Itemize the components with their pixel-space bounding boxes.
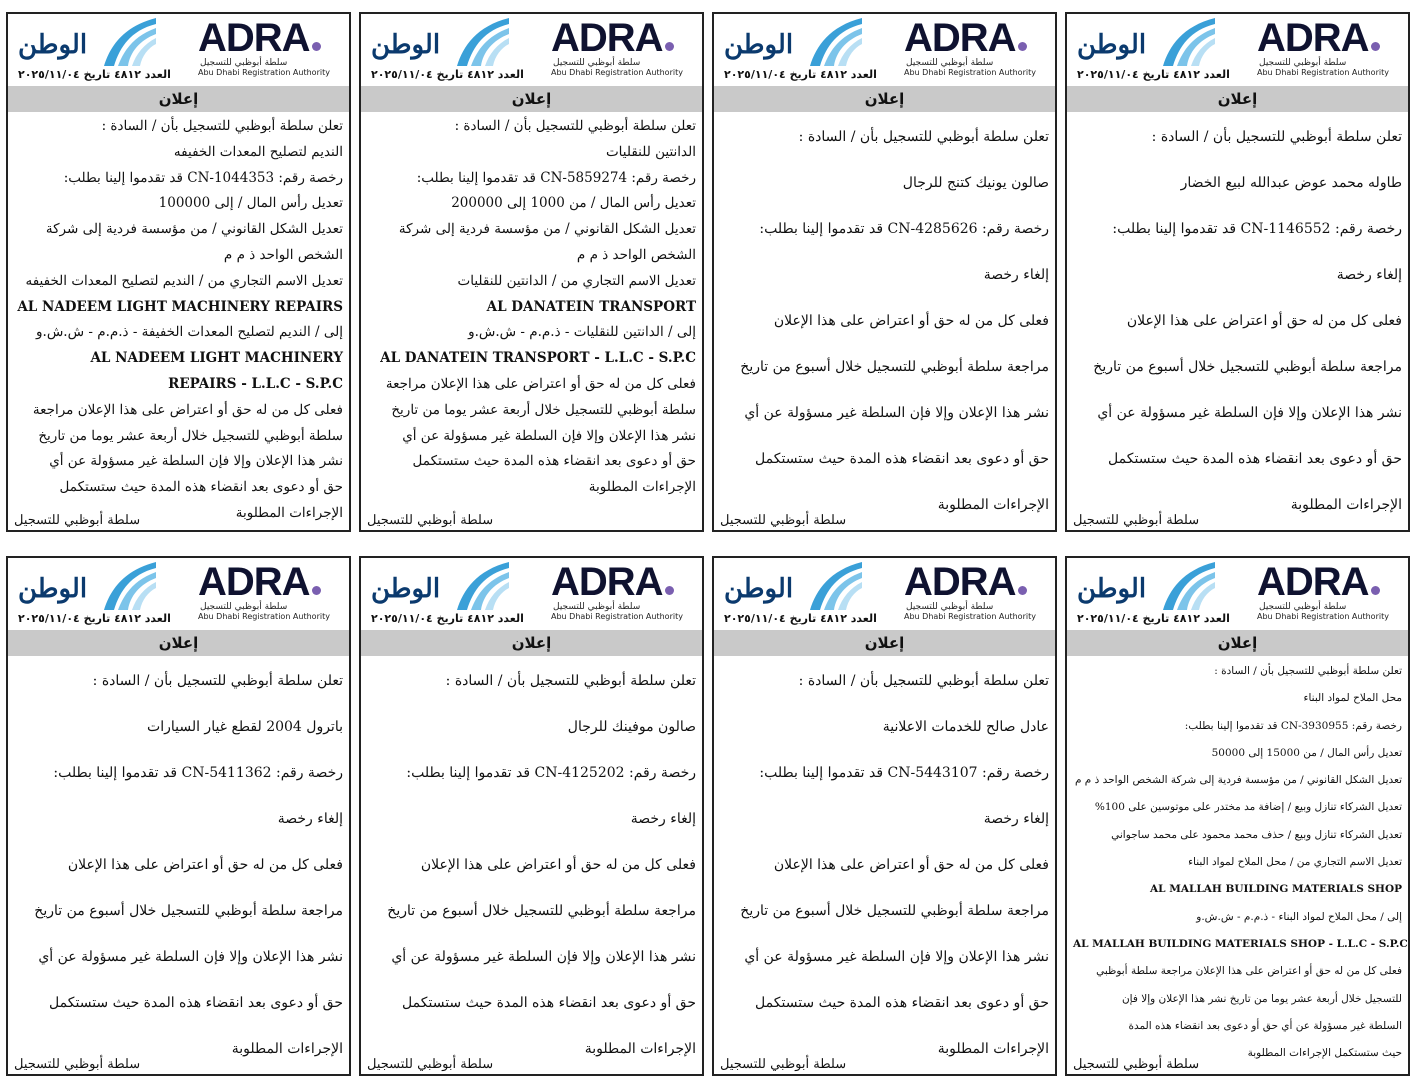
notice-line: سلطة أبوظبي للتسجيل خلال أربعة عشر يوما من تاريخ [391, 401, 696, 418]
notice-line: إلغاء رخصة [983, 811, 1049, 827]
adra-dot-icon [312, 42, 321, 51]
alwatan-logo [365, 16, 515, 68]
issue-date: العدد ٤٨١٢ تاريخ ٢٠٢٥/١١/٠٤ [371, 68, 524, 81]
announcement-bar: إعلان [714, 86, 1055, 112]
notice-line: تعلن سلطة أبوظبي للتسجيل بأن / السادة : [1151, 129, 1402, 145]
notice-line: الشخص الواحد ذ م م [223, 246, 343, 263]
notice-line: سلطة أبوظبي للتسجيل خلال أربعة عشر يوما من تاريخ [38, 427, 343, 444]
notice-line: تعلن سلطة أبوظبي للتسجيل بأن / السادة : [101, 118, 343, 134]
notice-line: إلى / النديم لتصليح المعدات الخفيفة - ذ.م.م - ش.ش.و [36, 324, 343, 341]
notice-line: فعلى كل من له حق أو اعتراض على هذا الإعلان مراجعة [32, 401, 343, 418]
notice-body [714, 112, 1055, 528]
notice-line: نشر هذا الإعلان وإلا فإن السلطة غير مسؤولة عن أي [1097, 405, 1402, 421]
announcement-bar: إعلان [361, 86, 702, 112]
notice-footer: سلطة أبوظبي للتسجيل [14, 1057, 141, 1072]
adra-arabic-name: سلطة أبوظبي للتسجيل [200, 58, 288, 68]
notice-footer: سلطة أبوظبي للتسجيل [14, 513, 141, 528]
adra-wordmark: ADRA [904, 16, 1016, 60]
adra-dot-icon [1371, 42, 1380, 51]
notice-line: الإجراءات المطلوبة [231, 1041, 343, 1057]
adra-logo [1257, 18, 1402, 77]
issue-date: العدد ٤٨١٢ تاريخ ٢٠٢٥/١١/٠٤ [18, 612, 171, 625]
notice-line: رخصة رقم: CN-4285626 قد تقدموا إلينا بطلب: [759, 221, 1049, 237]
notice-line: حق أو دعوى بعد انقضاء هذه المدة حيث ستستكمل [1108, 451, 1402, 467]
adra-english-name: Abu Dhabi Registration Authority [1257, 68, 1389, 77]
adra-english-name: Abu Dhabi Registration Authority [198, 612, 330, 621]
alwatan-swoosh-icon [100, 560, 158, 612]
notice-footer: سلطة أبوظبي للتسجيل [720, 513, 847, 528]
notice-line: تعلن سلطة أبوظبي للتسجيل بأن / السادة : [798, 673, 1049, 689]
adra-logo [904, 562, 1049, 621]
adra-arabic-name: سلطة أبوظبي للتسجيل [906, 58, 994, 68]
adra-logo [198, 18, 343, 77]
adra-wordmark: ADRA [904, 560, 1016, 604]
notice-line: فعلى كل من له حق أو اعتراض على هذا الإعلان [1126, 313, 1402, 329]
notice-line: AL NADEEM LIGHT MACHINERY REPAIRS [17, 298, 343, 315]
alwatan-swoosh-icon [100, 16, 158, 68]
adra-dot-icon [1018, 42, 1027, 51]
notice-line: صالون موفينك للرجال [567, 719, 696, 735]
adra-arabic-name: سلطة أبوظبي للتسجيل [1259, 602, 1347, 612]
notice-card-7 [359, 556, 704, 1076]
notice-line: AL DANATEIN TRANSPORT - L.L.C - S.P.C [380, 350, 696, 367]
adra-english-name: Abu Dhabi Registration Authority [904, 68, 1036, 77]
alwatan-wordmark: الوطن [18, 574, 88, 604]
adra-logo [1257, 562, 1402, 621]
adra-arabic-name: سلطة أبوظبي للتسجيل [906, 602, 994, 612]
adra-dot-icon [1018, 586, 1027, 595]
notice-line: نشر هذا الإعلان وإلا فإن السلطة غير مسؤولة عن أي [49, 453, 343, 470]
notice-card-3 [359, 12, 704, 532]
announcement-bar: إعلان [8, 86, 349, 112]
alwatan-logo [12, 560, 162, 612]
notice-line: تعديل الشكل القانوني / من مؤسسة فردية إلى شركة [398, 221, 696, 238]
notice-card-4 [6, 12, 351, 532]
notice-line: رخصة رقم: CN-5411362 قد تقدموا إلينا بطلب: [53, 765, 343, 781]
notice-line: إلغاء رخصة [277, 811, 343, 827]
adra-logo [551, 18, 696, 77]
alwatan-swoosh-icon [1159, 16, 1217, 68]
alwatan-logo [718, 16, 868, 68]
notice-line: نشر هذا الإعلان وإلا فإن السلطة غير مسؤولة عن أي [744, 949, 1049, 965]
alwatan-swoosh-icon [806, 560, 864, 612]
notice-line: حق أو دعوى بعد انقضاء هذه المدة حيث ستستكمل [755, 451, 1049, 467]
announcement-bar: إعلان [361, 630, 702, 656]
adra-wordmark: ADRA [198, 560, 310, 604]
notice-line: رخصة رقم: CN-3930955 قد تقدموا إلينا بطلب: [1184, 719, 1402, 732]
notice-line: الإجراءات المطلوبة [1290, 497, 1402, 513]
adra-dot-icon [665, 586, 674, 595]
notice-line: نشر هذا الإعلان وإلا فإن السلطة غير مسؤولة عن أي [38, 949, 343, 965]
notice-line: تعديل رأس المال / من 1000 إلى 200000 [451, 195, 696, 212]
notice-line: مراجعة سلطة أبوظبي للتسجيل خلال أسبوع من تاريخ [34, 903, 343, 919]
issue-date: العدد ٤٨١٢ تاريخ ٢٠٢٥/١١/٠٤ [1077, 68, 1230, 81]
announcement-bar: إعلان [1067, 86, 1408, 112]
notice-line: REPAIRS - L.L.C - S.P.C [168, 375, 343, 392]
notice-line: النديم لتصليح المعدات الخفيفه [173, 143, 343, 160]
notice-line: حق أو دعوى بعد انقضاء هذه المدة حيث ستستكمل [412, 453, 696, 470]
notice-line: تعديل الشكل القانوني / من مؤسسة فردية إلى شركة [45, 221, 343, 238]
notice-line: إلغاء رخصة [630, 811, 696, 827]
notice-line: طاوله محمد عوض عبدالله لبيع الخضار [1180, 175, 1402, 191]
alwatan-swoosh-icon [806, 16, 864, 68]
alwatan-logo [365, 560, 515, 612]
notice-line: تعلن سلطة أبوظبي للتسجيل بأن / السادة : [798, 129, 1049, 145]
notice-line: تعديل الاسم التجاري من / النديم لتصليح المعدات الخفيفه [25, 272, 343, 289]
notice-line: رخصة رقم: CN-1146552 قد تقدموا إلينا بطلب: [1112, 221, 1402, 237]
notice-line: رخصة رقم: CN-4125202 قد تقدموا إلينا بطلب: [406, 765, 696, 781]
adra-dot-icon [312, 586, 321, 595]
notice-line: حق أو دعوى بعد انقضاء هذه المدة حيث ستستكمل [49, 995, 343, 1011]
alwatan-wordmark: الوطن [1077, 574, 1147, 604]
notice-line: مراجعة سلطة أبوظبي للتسجيل خلال أسبوع من تاريخ [740, 359, 1049, 375]
notice-line: الإجراءات المطلوبة [584, 1041, 696, 1057]
notice-header [8, 558, 349, 630]
notice-line: رخصة رقم: CN-1044353 قد تقدموا إلينا بطلب: [63, 169, 343, 186]
alwatan-wordmark: الوطن [724, 30, 794, 60]
notice-line: محل الملاح لمواد البناء [1303, 692, 1402, 705]
alwatan-swoosh-icon [1159, 560, 1217, 612]
notice-footer: سلطة أبوظبي للتسجيل [720, 1057, 847, 1072]
notice-line: تعديل الشركاء تنازل وبيع / إضافة مد مختدر على موتوسين على 100% [1094, 801, 1402, 814]
notice-line: الإجراءات المطلوبة [937, 1041, 1049, 1057]
notice-line: إلى / محل الملاح لمواد البناء - ذ.م.م - ش.ش.و [1196, 910, 1402, 923]
notice-line: نشر هذا الإعلان وإلا فإن السلطة غير مسؤولة عن أي [402, 427, 696, 444]
notice-line: تعديل الاسم التجاري من / الدانتين للنقليات [457, 272, 696, 289]
notice-line: حق أو دعوى بعد انقضاء هذه المدة حيث ستستكمل [59, 479, 343, 496]
notice-line: مراجعة سلطة أبوظبي للتسجيل خلال أسبوع من تاريخ [740, 903, 1049, 919]
notice-line: تعديل الشكل القانوني / من مؤسسة فردية إلى شركة الشخص الواحد ذ م م [1074, 774, 1402, 787]
notice-line: تعديل الشركاء تنازل وبيع / حذف محمد محمود على محمد ساجواني [1111, 828, 1402, 841]
notice-footer: سلطة أبوظبي للتسجيل [367, 513, 494, 528]
adra-wordmark: ADRA [198, 16, 310, 60]
issue-date: العدد ٤٨١٢ تاريخ ٢٠٢٥/١١/٠٤ [724, 68, 877, 81]
issue-date: العدد ٤٨١٢ تاريخ ٢٠٢٥/١١/٠٤ [1077, 612, 1230, 625]
notice-line: حيث ستستكمل الإجراءات المطلوبة [1247, 1047, 1402, 1060]
notice-line: تعلن سلطة أبوظبي للتسجيل بأن / السادة : [445, 673, 696, 689]
notice-line: الدانتين للنقليات [605, 143, 696, 160]
notice-header [714, 14, 1055, 86]
adra-arabic-name: سلطة أبوظبي للتسجيل [553, 602, 641, 612]
adra-wordmark: ADRA [551, 560, 663, 604]
announcement-bar: إعلان [714, 630, 1055, 656]
notice-line: رخصة رقم: CN-5859274 قد تقدموا إلينا بطلب: [416, 169, 696, 186]
notice-header [361, 14, 702, 86]
alwatan-swoosh-icon [453, 560, 511, 612]
adra-english-name: Abu Dhabi Registration Authority [198, 68, 330, 77]
notice-line: الإجراءات المطلوبة [937, 497, 1049, 513]
adra-english-name: Abu Dhabi Registration Authority [1257, 612, 1389, 621]
notice-body [8, 112, 349, 527]
notice-header [1067, 558, 1408, 630]
alwatan-logo [718, 560, 868, 612]
adra-wordmark: ADRA [1257, 560, 1369, 604]
adra-wordmark: ADRA [1257, 16, 1369, 60]
notice-body [361, 112, 702, 501]
notice-body [1067, 656, 1408, 1067]
issue-date: العدد ٤٨١٢ تاريخ ٢٠٢٥/١١/٠٤ [724, 612, 877, 625]
adra-dot-icon [665, 42, 674, 51]
notice-line: السلطة غير مسؤولة عن أي حق أو دعوى بعد انقضاء هذه المدة [1128, 1019, 1402, 1032]
notice-header [1067, 14, 1408, 86]
notice-card-1 [1065, 12, 1410, 532]
notice-line: نشر هذا الإعلان وإلا فإن السلطة غير مسؤولة عن أي [744, 405, 1049, 421]
notice-line: عادل صالح للخدمات الاعلانية [882, 719, 1049, 735]
adra-arabic-name: سلطة أبوظبي للتسجيل [553, 58, 641, 68]
alwatan-swoosh-icon [453, 16, 511, 68]
notice-line: تعلن سلطة أبوظبي للتسجيل بأن / السادة : [454, 118, 696, 134]
notice-body [1067, 112, 1408, 528]
notice-header [8, 14, 349, 86]
alwatan-wordmark: الوطن [371, 30, 441, 60]
adra-english-name: Abu Dhabi Registration Authority [904, 612, 1036, 621]
notice-body [714, 656, 1055, 1072]
notice-body [361, 656, 702, 1072]
notice-line: مراجعة سلطة أبوظبي للتسجيل خلال أسبوع من تاريخ [1093, 359, 1402, 375]
notice-line: AL MALLAH BUILDING MATERIALS SHOP [1150, 883, 1402, 896]
notice-header [714, 558, 1055, 630]
alwatan-logo [12, 16, 162, 68]
notice-line: تعلن سلطة أبوظبي للتسجيل بأن / السادة : [1214, 665, 1402, 677]
notice-line: AL MALLAH BUILDING MATERIALS SHOP - L.L.C - S.P.C [1073, 937, 1408, 950]
adra-dot-icon [1371, 586, 1380, 595]
alwatan-wordmark: الوطن [371, 574, 441, 604]
notice-line: إلى / الدانتين للنقليات - ذ.م.م - ش.ش.و [468, 324, 696, 341]
notice-line: AL DANATEIN TRANSPORT [486, 298, 696, 315]
issue-date: العدد ٤٨١٢ تاريخ ٢٠٢٥/١١/٠٤ [18, 68, 171, 81]
notice-line: إلغاء رخصة [983, 267, 1049, 283]
adra-logo [198, 562, 343, 621]
notice-line: فعلى كل من له حق أو اعتراض على هذا الإعلان [67, 857, 343, 873]
notice-line: فعلى كل من له حق أو اعتراض على هذا الإعلان [773, 313, 1049, 329]
announcement-bar: إعلان [8, 630, 349, 656]
adra-arabic-name: سلطة أبوظبي للتسجيل [200, 602, 288, 612]
notice-line: تعديل رأس المال / إلى 100000 [158, 195, 343, 212]
notice-body [8, 656, 349, 1072]
notice-line: تعديل رأس المال / من 15000 إلى 50000 [1211, 746, 1402, 759]
notice-card-5 [1065, 556, 1410, 1076]
notice-line: تعلن سلطة أبوظبي للتسجيل بأن / السادة : [92, 673, 343, 689]
notice-line: صالون يونيك كتنج للرجال [902, 175, 1049, 191]
notice-line: مراجعة سلطة أبوظبي للتسجيل خلال أسبوع من تاريخ [387, 903, 696, 919]
notice-line: AL NADEEM LIGHT MACHINERY [90, 350, 343, 367]
adra-logo [904, 18, 1049, 77]
notice-line: الإجراءات المطلوبة [235, 504, 343, 521]
notice-footer: سلطة أبوظبي للتسجيل [1073, 1057, 1200, 1072]
adra-english-name: Abu Dhabi Registration Authority [551, 612, 683, 621]
alwatan-wordmark: الوطن [18, 30, 88, 60]
notice-line: رخصة رقم: CN-5443107 قد تقدموا إلينا بطلب: [759, 765, 1049, 781]
notice-card-6 [712, 556, 1057, 1076]
adra-logo [551, 562, 696, 621]
notice-line: حق أو دعوى بعد انقضاء هذه المدة حيث ستستكمل [755, 995, 1049, 1011]
notice-header [361, 558, 702, 630]
notice-line: إلغاء رخصة [1336, 267, 1402, 283]
notice-line: فعلى كل من له حق أو اعتراض على هذا الإعلان [420, 857, 696, 873]
notices-grid [6, 12, 1420, 1076]
adra-wordmark: ADRA [551, 16, 663, 60]
notice-line: حق أو دعوى بعد انقضاء هذه المدة حيث ستستكمل [402, 995, 696, 1011]
notice-line: الإجراءات المطلوبة [588, 479, 696, 496]
announcement-bar: إعلان [1067, 630, 1408, 656]
notice-card-8 [6, 556, 351, 1076]
alwatan-logo [1071, 16, 1221, 68]
notice-line: باترول 2004 لقطع غيار السيارات [147, 719, 343, 735]
notice-footer: سلطة أبوظبي للتسجيل [367, 1057, 494, 1072]
adra-english-name: Abu Dhabi Registration Authority [551, 68, 683, 77]
notice-line: فعلى كل من له حق أو اعتراض على هذا الإعلان مراجعة سلطة أبوظبي [1096, 965, 1402, 978]
notice-line: للتسجيل خلال أربعة عشر يوما من تاريخ نشر هذا الإعلان وإلا فإن [1121, 992, 1402, 1005]
alwatan-wordmark: الوطن [1077, 30, 1147, 60]
notice-card-2 [712, 12, 1057, 532]
alwatan-logo [1071, 560, 1221, 612]
notice-line: نشر هذا الإعلان وإلا فإن السلطة غير مسؤولة عن أي [391, 949, 696, 965]
notice-line: الشخص الواحد ذ م م [576, 246, 696, 263]
notice-line: فعلى كل من له حق أو اعتراض على هذا الإعلان [773, 857, 1049, 873]
alwatan-wordmark: الوطن [724, 574, 794, 604]
notice-line: فعلى كل من له حق أو اعتراض على هذا الإعلان مراجعة [385, 375, 696, 392]
notice-line: تعديل الاسم التجاري من / محل الملاح لمواد البناء [1188, 856, 1402, 869]
notice-footer: سلطة أبوظبي للتسجيل [1073, 513, 1200, 528]
adra-arabic-name: سلطة أبوظبي للتسجيل [1259, 58, 1347, 68]
issue-date: العدد ٤٨١٢ تاريخ ٢٠٢٥/١١/٠٤ [371, 612, 524, 625]
